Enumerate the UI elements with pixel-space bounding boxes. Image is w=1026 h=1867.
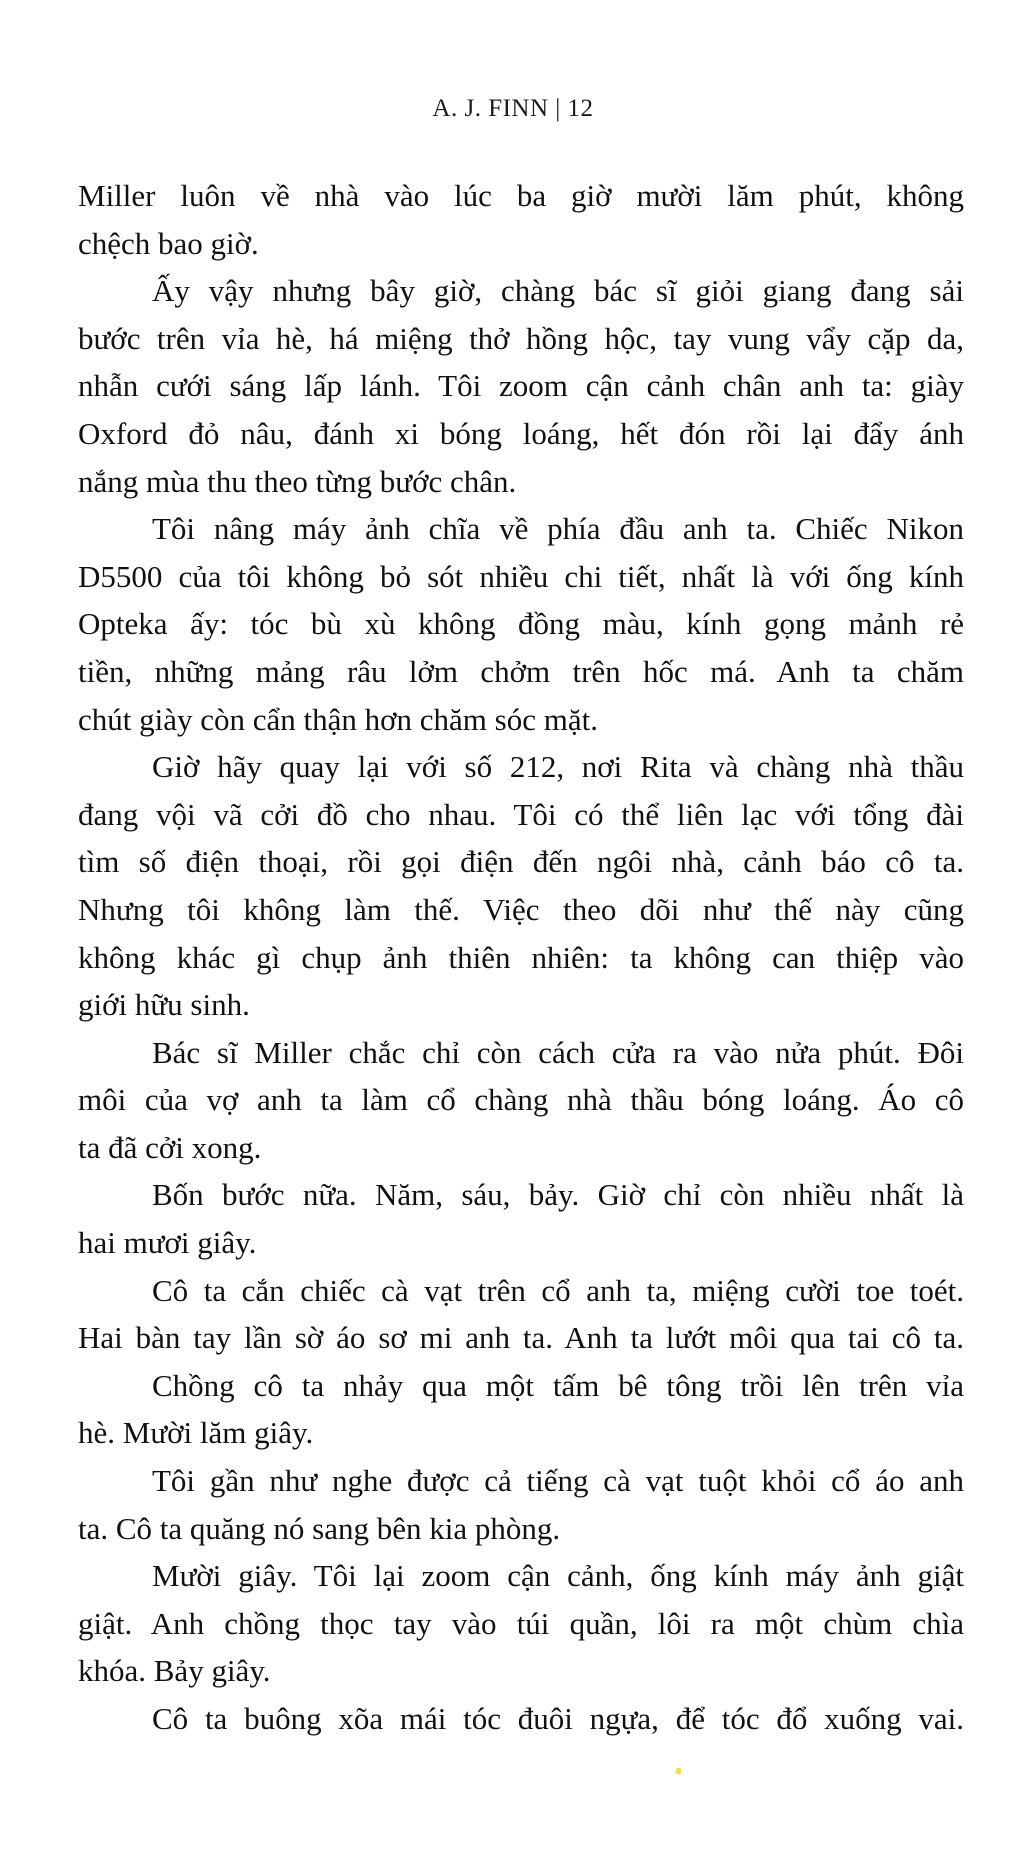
text-line: D5500 của tôi không bỏ sót nhiều chi tiết, nhất là với ống kính: [78, 558, 964, 594]
text-line: Hai bàn tay lần sờ áo sơ mi anh ta. Anh ta lướt môi qua tai cô ta.: [78, 1320, 964, 1356]
text-line: tìm số điện thoại, rồi gọi điện đến ngôi nhà, cảnh báo cô ta.: [78, 844, 964, 880]
paragraph: [78, 1457, 964, 1552]
text-line: khóa. Bảy giây.: [78, 1653, 271, 1689]
paragraph: [78, 1171, 964, 1266]
text-line: Oxford đỏ nâu, đánh xi bóng loáng, hết đón rồi lại đẩy ánh: [78, 415, 964, 451]
text-line: đang vội vã cởi đồ cho nhau. Tôi có thể liên lạc với tổng đài: [78, 796, 964, 832]
text-line: Ấy vậy nhưng bây giờ, chàng bác sĩ giỏi giang đang sải: [152, 273, 964, 309]
text-line: môi của vợ anh ta làm cổ chàng nhà thầu bóng loáng. Áo cô: [78, 1082, 964, 1118]
paragraph: [78, 743, 964, 1029]
paragraph: [78, 1267, 964, 1362]
text-line: Nhưng tôi không làm thế. Việc theo dõi như thế này cũng: [78, 891, 964, 927]
text-line: Cô ta buông xõa mái tóc đuôi ngựa, để tóc đổ xuống vai.: [152, 1701, 964, 1736]
paragraph: [78, 1552, 964, 1695]
text-line: không khác gì chụp ảnh thiên nhiên: ta không can thiệp vào: [78, 939, 964, 975]
text-line: Tôi nâng máy ảnh chĩa về phía đầu anh ta. Chiếc Nikon: [152, 511, 964, 547]
text-line: Opteka ấy: tóc bù xù không đồng màu, kính gọng mảnh rẻ: [78, 606, 964, 642]
text-line: Mười giây. Tôi lại zoom cận cảnh, ống kính máy ảnh giật: [152, 1558, 964, 1594]
paragraph: [78, 1695, 964, 1743]
text-line: Bác sĩ Miller chắc chỉ còn cách cửa ra vào nửa phút. Đôi: [152, 1034, 964, 1070]
text-line: nắng mùa thu theo từng bước chân.: [78, 463, 517, 499]
text-line: hè. Mười lăm giây.: [78, 1415, 314, 1451]
text-line: Cô ta cắn chiếc cà vạt trên cổ anh ta, miệng cười toe toét.: [152, 1272, 964, 1308]
text-line: chệch bao giờ.: [78, 225, 259, 261]
text-line: tiền, những mảng râu lởm chởm trên hốc má. Anh ta chăm: [78, 653, 964, 689]
body-text: [78, 172, 964, 1743]
paragraph: [78, 505, 964, 743]
text-line: ta. Cô ta quăng nó sang bên kia phòng.: [78, 1510, 561, 1546]
text-line: bước trên vỉa hè, há miệng thở hồng hộc, tay vung vẩy cặp da,: [78, 320, 964, 356]
paragraph: [78, 1362, 964, 1457]
scan-speck: [676, 1768, 681, 1774]
text-line: Giờ hãy quay lại với số 212, nơi Rita và chàng nhà thầu: [152, 749, 964, 785]
text-line: chút giày còn cẩn thận hơn chăm sóc mặt.: [78, 701, 598, 737]
text-line: Bốn bước nữa. Năm, sáu, bảy. Giờ chỉ còn nhiều nhất là: [152, 1177, 964, 1213]
text-line: Miller luôn về nhà vào lúc ba giờ mười lăm phút, không: [78, 178, 964, 213]
running-header: A. J. FINN | 12: [432, 95, 594, 122]
text-line: giới hữu sinh.: [78, 987, 250, 1023]
text-line: giật. Anh chồng thọc tay vào túi quần, lôi ra một chùm chìa: [78, 1605, 964, 1641]
text-line: Tôi gần như nghe được cả tiếng cà vạt tuột khỏi cổ áo anh: [152, 1463, 964, 1499]
text-line: Chồng cô ta nhảy qua một tấm bê tông trồi lên trên vỉa: [152, 1367, 964, 1403]
text-line: nhẫn cưới sáng lấp lánh. Tôi zoom cận cảnh chân anh ta: giày: [78, 368, 964, 404]
paragraph: [78, 172, 964, 267]
paragraph: [78, 267, 964, 505]
text-line: ta đã cởi xong.: [78, 1129, 262, 1165]
paragraph: [78, 1029, 964, 1172]
text-line: hai mươi giây.: [78, 1225, 257, 1261]
